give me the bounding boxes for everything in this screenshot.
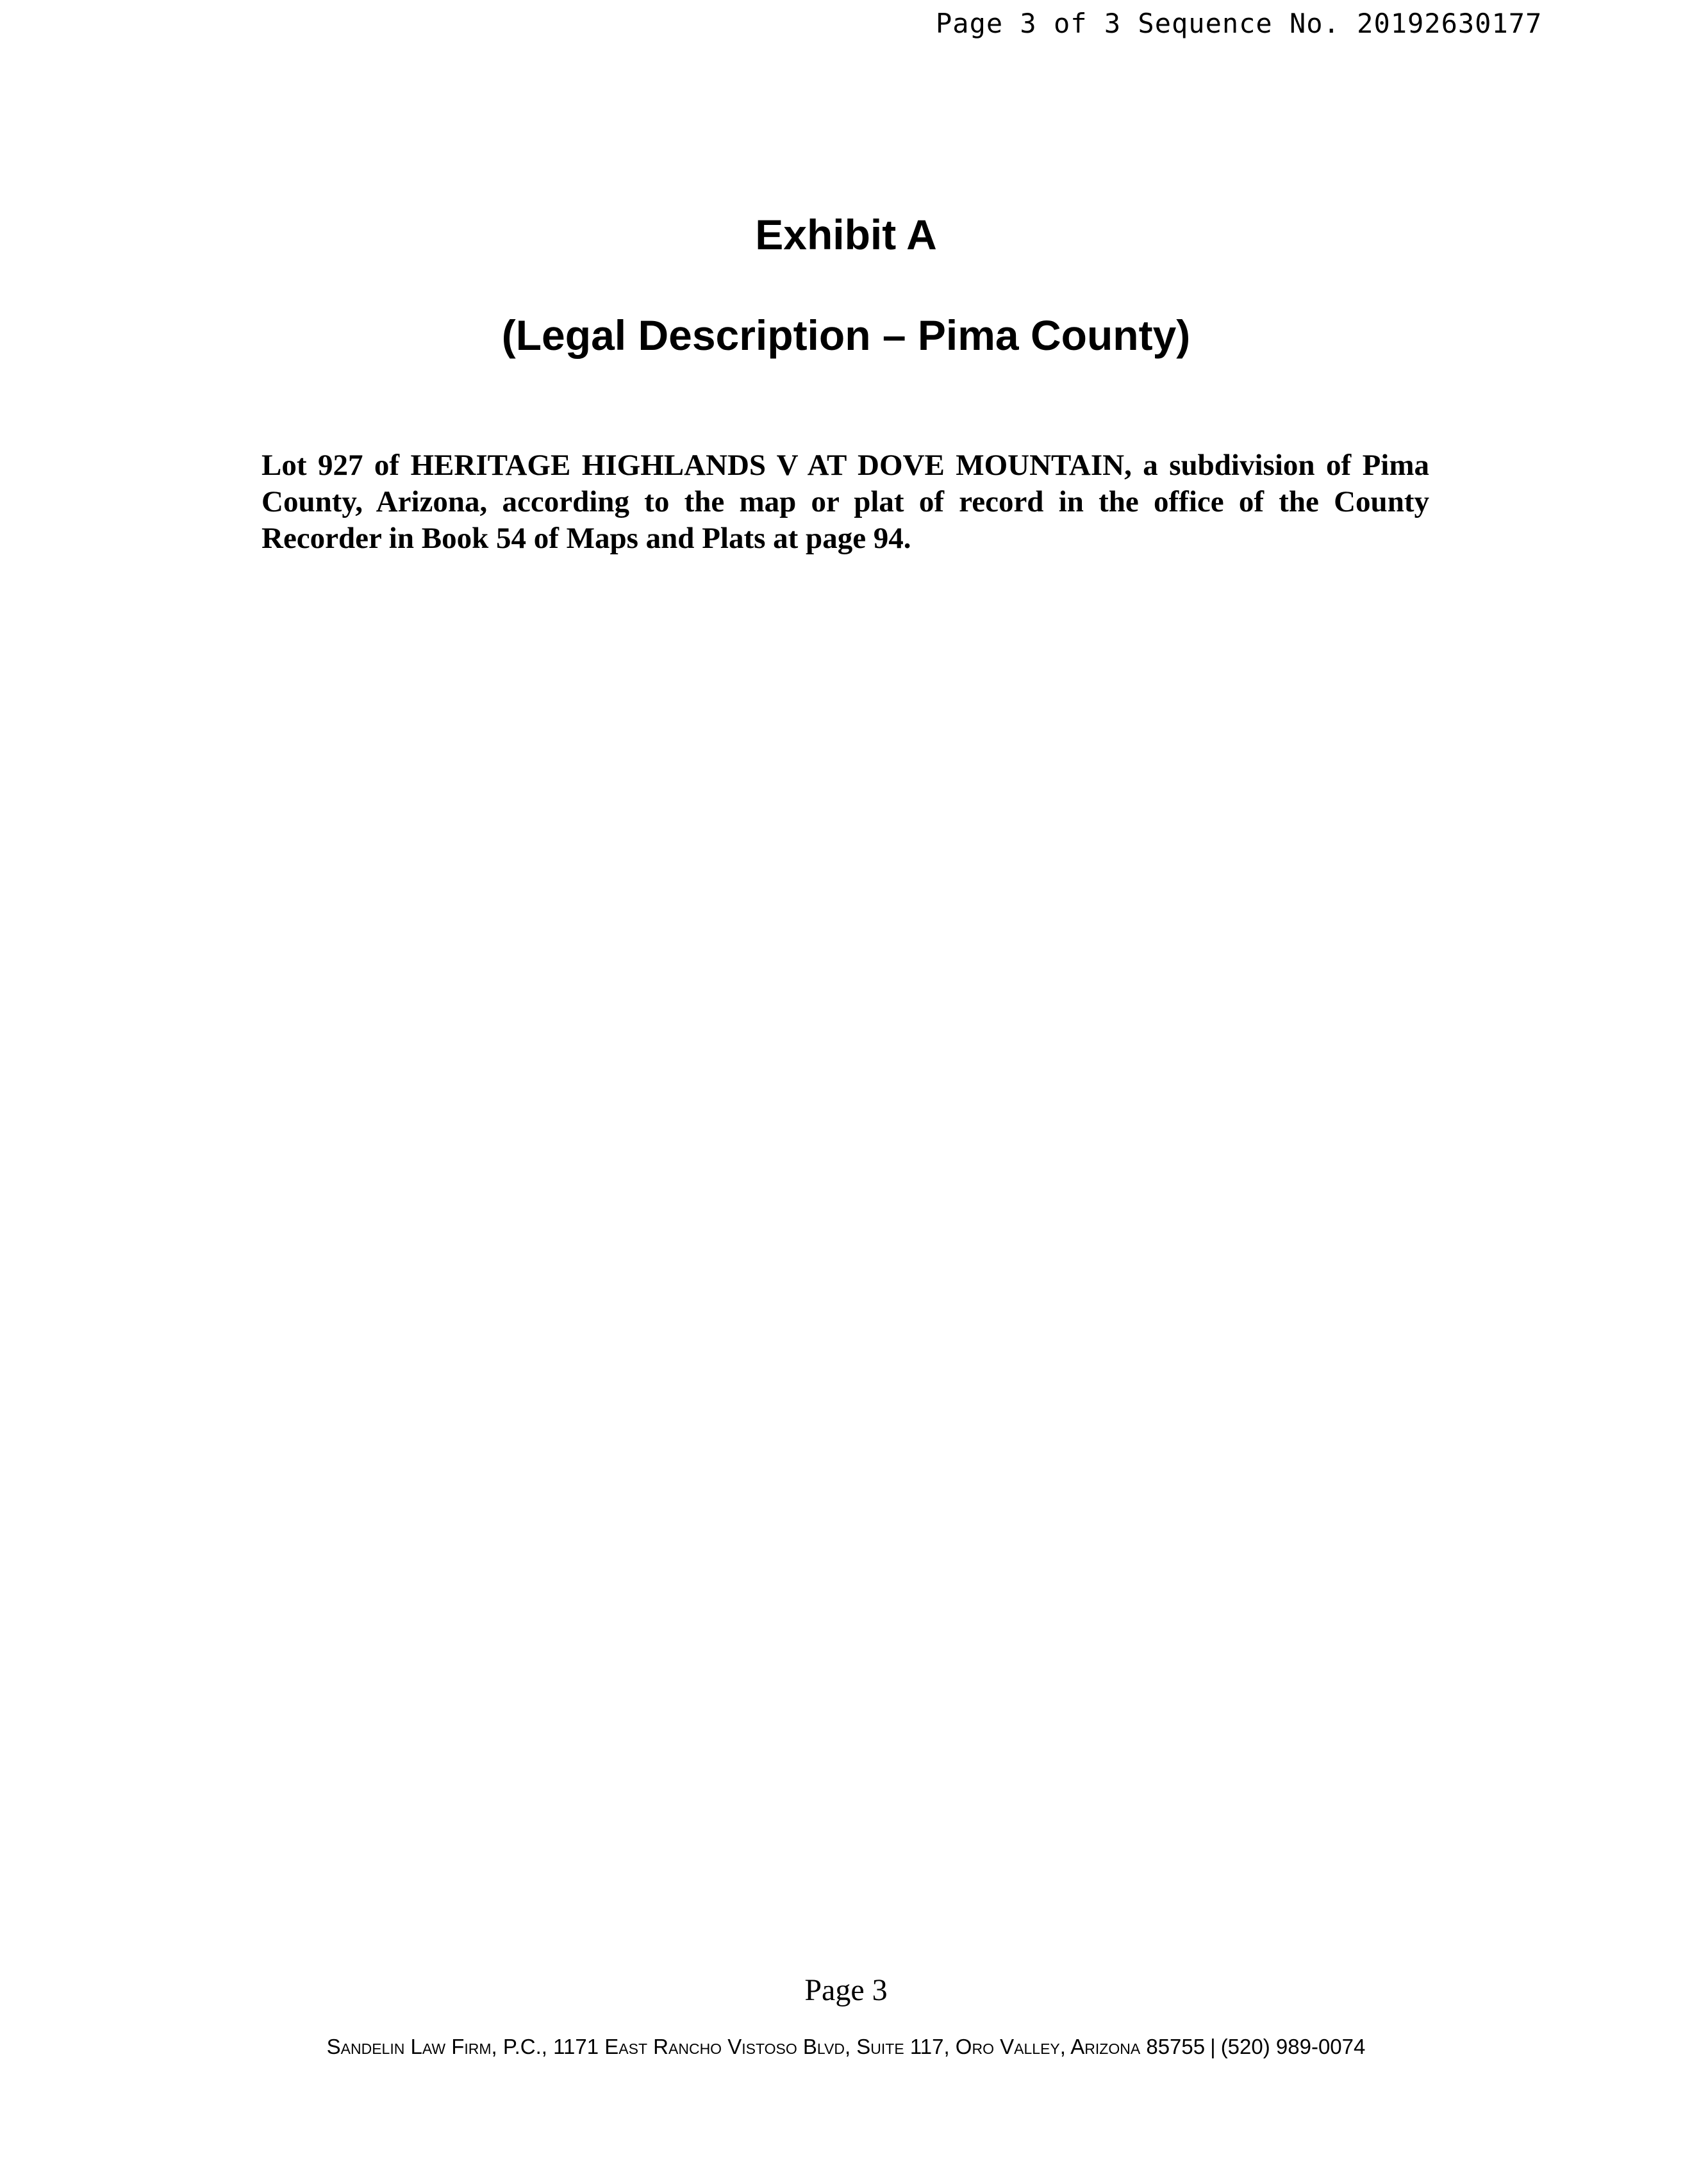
- page-sequence-header: Page 3 of 3 Sequence No. 20192630177: [936, 8, 1543, 39]
- firm-footer: [0, 2035, 1692, 2059]
- legal-description-paragraph: Lot 927 of HERITAGE HIGHLANDS V AT DOVE MOUNTAIN, a subdivision of Pima County, Arizona, according to the map or plat of record in the office of the County Recorder in Book 54 of Maps and Plats at page 94.: [261, 449, 1429, 555]
- firm-phone: (520) 989-0074: [1220, 2035, 1366, 2058]
- footer-separator: |: [1210, 2035, 1216, 2058]
- exhibit-title: Exhibit A: [755, 211, 937, 258]
- page-number: Page 3: [804, 1973, 888, 2007]
- exhibit-subtitle: (Legal Description – Pima County): [501, 311, 1191, 359]
- firm-address: Sandelin Law Firm, P.C., 1171 East Rancho Vistoso Blvd, Suite 117, Oro Valley, Arizona 85755: [326, 2035, 1206, 2058]
